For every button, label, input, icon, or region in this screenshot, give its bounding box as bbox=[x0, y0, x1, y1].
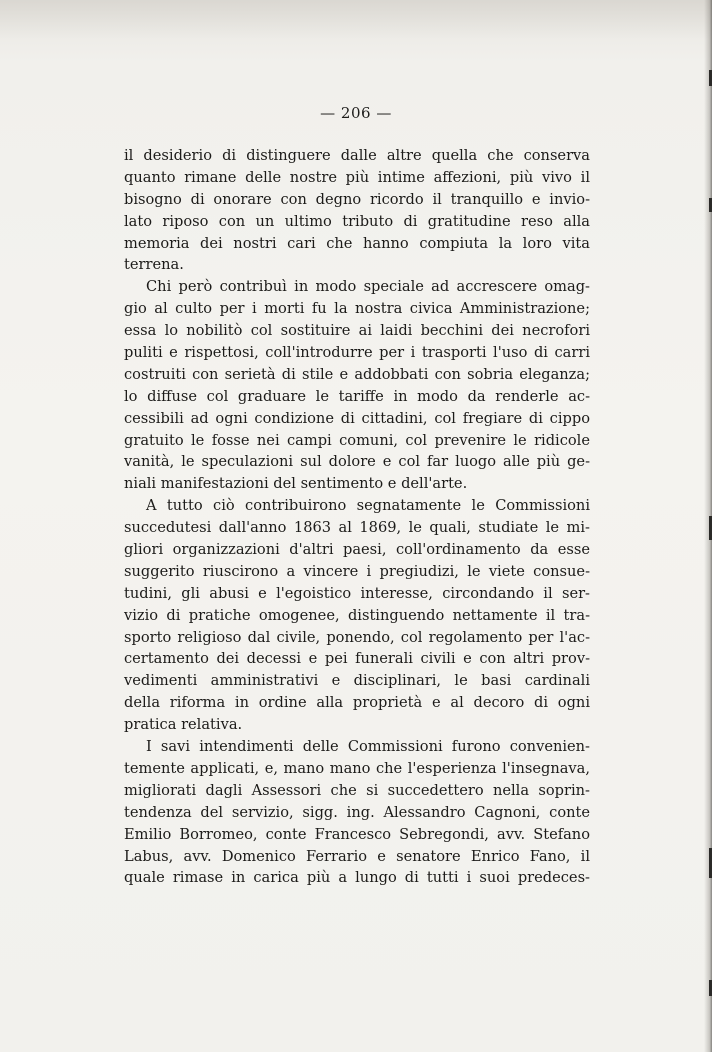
text-line: quanto rimane delle nostre più intime affezioni, più vivo il bbox=[124, 168, 590, 186]
text-line: memoria dei nostri cari che hanno compiuta la loro vita bbox=[124, 234, 590, 252]
text-line: I savi intendimenti delle Commissioni furono convenien- bbox=[146, 738, 590, 756]
text-line: Labus, avv. Domenico Ferrario e senatore Enrico Fano, il bbox=[124, 847, 590, 865]
text-line: quale rimase in carica più a lungo di tutti i suoi predeces- bbox=[124, 869, 590, 887]
text-line: sporto religioso dal civile, ponendo, col regolamento per l'ac- bbox=[124, 628, 590, 646]
text-line: il desiderio di distinguere dalle altre quella che conserva bbox=[124, 147, 590, 164]
text-line: pratica relativa. bbox=[124, 716, 243, 734]
text-line: puliti e rispettosi, coll'introdurre per i trasporti l'uso di carri bbox=[124, 344, 590, 362]
text-line: essa lo nobilitò col sostituire ai laidi becchini dei necrofori bbox=[124, 322, 590, 340]
text-line: lo diffuse col graduare le tariffe in modo da renderle ac- bbox=[124, 387, 590, 405]
text-line: costruiti con serietà di stile e addobbati con sobria eleganza; bbox=[124, 365, 590, 383]
text-line: vedimenti amministrativi e disciplinari, le basi cardinali bbox=[124, 672, 590, 690]
text-line: della riforma in ordine alla proprietà e al decoro di ogni bbox=[124, 694, 590, 712]
text-line: migliorati dagli Assessori che si succedettero nella soprin- bbox=[124, 781, 590, 799]
text-line: gio al culto per i morti fu la nostra civica Amministrazione; bbox=[124, 300, 590, 318]
text-line: vizio di pratiche omogenee, distinguendo nettamente il tra- bbox=[124, 606, 590, 624]
text-line: cessibili ad ogni condizione di cittadini, col fregiare di cippo bbox=[124, 409, 590, 427]
body-text bbox=[124, 145, 590, 889]
text-line: lato riposo con un ultimo tributo di gratitudine reso alla bbox=[124, 212, 590, 230]
text-line: Emilio Borromeo, conte Francesco Sebregondi, avv. Stefano bbox=[124, 825, 590, 843]
text-line: succedutesi dall'anno 1863 al 1869, le quali, studiate le mi- bbox=[124, 519, 590, 537]
text-line: gratuito le fosse nei campi comuni, col prevenire le ridicole bbox=[124, 431, 590, 449]
text-line: temente applicati, e, mano mano che l'esperienza l'insegnava, bbox=[124, 759, 590, 777]
text-line: terrena. bbox=[124, 256, 184, 274]
text-line: suggerito riuscirono a vincere i pregiudizi, le viete consue- bbox=[124, 562, 590, 580]
page-number: — 206 — bbox=[320, 104, 392, 122]
text-line: A tutto ciò contribuirono segnatamente le Commissioni bbox=[146, 497, 590, 515]
text-line: bisogno di onorare con degno ricordo il tranquillo e invio- bbox=[124, 190, 590, 208]
text-line: vanità, le speculazioni sul dolore e col far luogo alle più ge- bbox=[124, 453, 590, 471]
text-line: Chi però contribuì in modo speciale ad accrescere omag- bbox=[146, 278, 590, 296]
text-line: certamento dei decessi e pei funerali civili e con altri prov- bbox=[124, 650, 590, 668]
text-line: tudini, gli abusi e l'egoistico interesse, circondando il ser- bbox=[124, 584, 590, 602]
text-line: niali manifestazioni del sentimento e dell'arte. bbox=[124, 475, 468, 493]
text-line: gliori organizzazioni d'altri paesi, coll'ordinamento da esse bbox=[124, 541, 590, 559]
text-line: tendenza del servizio, sigg. ing. Alessandro Cagnoni, conte bbox=[124, 803, 590, 821]
